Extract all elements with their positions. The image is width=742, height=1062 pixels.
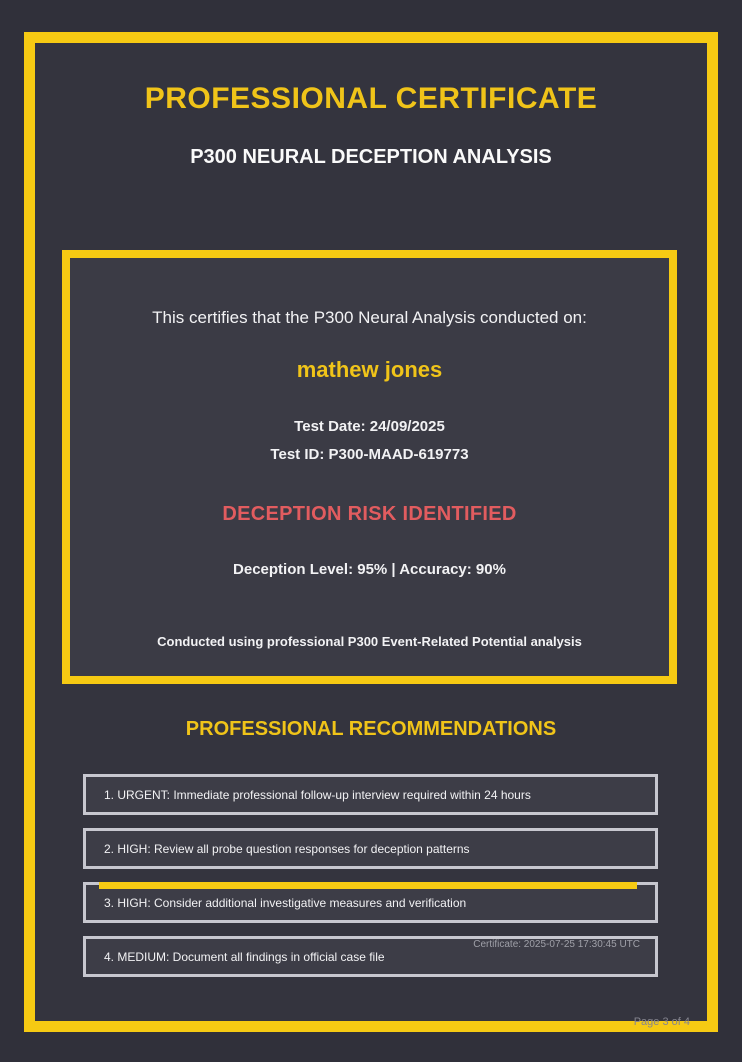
recommendations-heading: PROFESSIONAL RECOMMENDATIONS	[185, 718, 557, 740]
certify-statement: This certifies that the P300 Neural Analysis conducted on:	[152, 308, 587, 327]
page-subtitle: P300 NEURAL DECEPTION ANALYSIS	[190, 146, 552, 168]
recommendation-item-2	[83, 828, 658, 869]
analysis-method-note: Conducted using professional P300 Event-Related Potential analysis	[157, 634, 582, 649]
page-number: Page 3 of 4	[633, 1016, 690, 1028]
recommendation-item-3	[83, 882, 658, 923]
recommendation-text: 1. URGENT: Immediate professional follow-up interview required within 24 hours	[104, 787, 531, 802]
deception-result-status: DECEPTION RISK IDENTIFIED	[222, 503, 517, 525]
yellow-divider-strip	[99, 882, 637, 889]
recommendation-item-4	[83, 936, 658, 977]
certificate-panel	[62, 250, 677, 684]
page-title: PROFESSIONAL CERTIFICATE	[144, 82, 598, 115]
recommendation-text: 4. MEDIUM: Document all findings in official case file	[104, 949, 385, 964]
certificate-timestamp: Certificate: 2025-07-25 17:30:45 UTC	[473, 939, 640, 950]
test-date: Test Date: 24/09/2025	[294, 418, 445, 435]
deception-metrics: Deception Level: 95% | Accuracy: 90%	[233, 561, 506, 578]
subject-name: mathew jones	[296, 357, 443, 382]
recommendation-text: 3. HIGH: Consider additional investigative measures and verification	[104, 895, 467, 910]
recommendation-item-1	[83, 774, 658, 815]
test-id: Test ID: P300-MAAD-619773	[270, 446, 469, 463]
recommendation-text: 2. HIGH: Review all probe question responses for deception patterns	[104, 841, 470, 856]
